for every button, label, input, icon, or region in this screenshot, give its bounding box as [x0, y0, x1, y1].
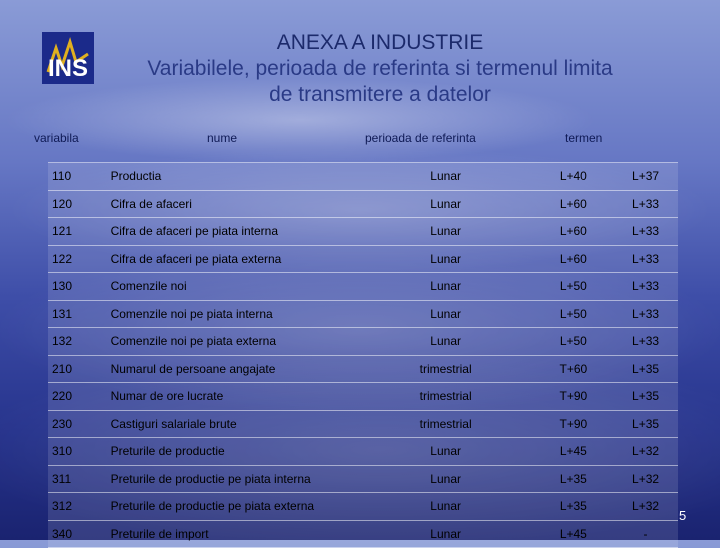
cell-perioada: Lunar [358, 328, 534, 356]
table-row [48, 383, 678, 411]
cell-variabila: 120 [48, 190, 107, 218]
cell-nume: Comenzile noi [107, 273, 358, 301]
cell-variabila: 340 [48, 520, 107, 548]
cell-perioada: Lunar [358, 300, 534, 328]
cell-termen-2: L+33 [613, 190, 678, 218]
cell-termen-2: L+33 [613, 273, 678, 301]
table-row [48, 328, 678, 356]
header-perioada: perioada de referinta [365, 131, 476, 145]
table-row [48, 218, 678, 246]
header-nume: nume [207, 131, 238, 145]
cell-nume: Comenzile noi pe piata interna [107, 300, 358, 328]
ins-logo [42, 32, 94, 84]
cell-perioada: Lunar [358, 465, 534, 493]
cell-termen-2: L+33 [613, 300, 678, 328]
page-number: 5 [679, 508, 687, 523]
title-line-1: ANEXA A INDUSTRIE [276, 31, 484, 54]
cell-perioada: Lunar [358, 520, 534, 548]
cell-perioada: Lunar [358, 218, 534, 246]
cell-variabila: 122 [48, 245, 107, 273]
cell-perioada: Lunar [358, 438, 534, 466]
cell-perioada: trimestrial [358, 410, 534, 438]
cell-termen-1: L+50 [534, 300, 614, 328]
cell-termen-1: L+60 [534, 218, 614, 246]
cell-nume: Castiguri salariale brute [107, 410, 358, 438]
cell-termen-2: L+33 [613, 245, 678, 273]
cell-nume: Preturile de productie pe piata externa [107, 493, 358, 521]
cell-nume: Preturile de import [107, 520, 358, 548]
cell-variabila: 220 [48, 383, 107, 411]
cell-variabila: 130 [48, 273, 107, 301]
cell-nume: Cifra de afaceri pe piata interna [107, 218, 358, 246]
table-row [48, 190, 678, 218]
table-row [48, 493, 678, 521]
cell-termen-2: L+35 [613, 355, 678, 383]
cell-variabila: 310 [48, 438, 107, 466]
cell-variabila: 230 [48, 410, 107, 438]
cell-variabila: 210 [48, 355, 107, 383]
cell-termen-2: L+37 [613, 163, 678, 191]
cell-perioada: Lunar [358, 163, 534, 191]
cell-termen-1: L+45 [534, 438, 614, 466]
table-row [48, 245, 678, 273]
cell-termen-1: T+90 [534, 410, 614, 438]
cell-termen-2: - [613, 520, 678, 548]
table-row [48, 438, 678, 466]
cell-termen-1: L+50 [534, 273, 614, 301]
cell-termen-2: L+35 [613, 383, 678, 411]
cell-variabila: 132 [48, 328, 107, 356]
cell-termen-1: L+35 [534, 465, 614, 493]
cell-perioada: Lunar [358, 190, 534, 218]
cell-termen-2: L+35 [613, 410, 678, 438]
cell-nume: Numarul de persoane angajate [107, 355, 358, 383]
cell-nume: Comenzile noi pe piata externa [107, 328, 358, 356]
cell-nume: Preturile de productie pe piata interna [107, 465, 358, 493]
cell-nume: Cifra de afaceri [107, 190, 358, 218]
cell-termen-1: L+50 [534, 328, 614, 356]
cell-variabila: 121 [48, 218, 107, 246]
cell-perioada: trimestrial [358, 355, 534, 383]
cell-termen-2: L+32 [613, 493, 678, 521]
cell-termen-1: T+60 [534, 355, 614, 383]
data-table [48, 162, 678, 548]
table-row [48, 300, 678, 328]
cell-nume: Cifra de afaceri pe piata externa [107, 245, 358, 273]
table-row [48, 355, 678, 383]
cell-variabila: 131 [48, 300, 107, 328]
cell-termen-2: L+33 [613, 328, 678, 356]
table-row [48, 163, 678, 191]
cell-perioada: Lunar [358, 273, 534, 301]
cell-termen-2: L+33 [613, 218, 678, 246]
logo-text: INS [48, 55, 89, 82]
cell-variabila: 110 [48, 163, 107, 191]
cell-termen-1: L+35 [534, 493, 614, 521]
cell-termen-1: L+60 [534, 190, 614, 218]
title-line-3: de transmitere a datelor [269, 83, 491, 106]
cell-termen-1: T+90 [534, 383, 614, 411]
cell-perioada: Lunar [358, 493, 534, 521]
cell-perioada: trimestrial [358, 383, 534, 411]
header-variabila: variabila [34, 131, 79, 145]
table-header [0, 131, 680, 155]
title-line-2: Variabilele, perioada de referinta si termenul limita [147, 57, 613, 80]
cell-nume: Productia [107, 163, 358, 191]
table-row [48, 273, 678, 301]
table-row [48, 410, 678, 438]
cell-termen-1: L+45 [534, 520, 614, 548]
table-row [48, 520, 678, 548]
cell-variabila: 311 [48, 465, 107, 493]
cell-perioada: Lunar [358, 245, 534, 273]
header-termen: termen [565, 131, 603, 145]
cell-termen-2: L+32 [613, 465, 678, 493]
cell-nume: Preturile de productie [107, 438, 358, 466]
cell-termen-1: L+40 [534, 163, 614, 191]
cell-nume: Numar de ore lucrate [107, 383, 358, 411]
slide-title [100, 30, 660, 108]
cell-termen-2: L+32 [613, 438, 678, 466]
cell-termen-1: L+60 [534, 245, 614, 273]
table-row [48, 465, 678, 493]
cell-variabila: 312 [48, 493, 107, 521]
